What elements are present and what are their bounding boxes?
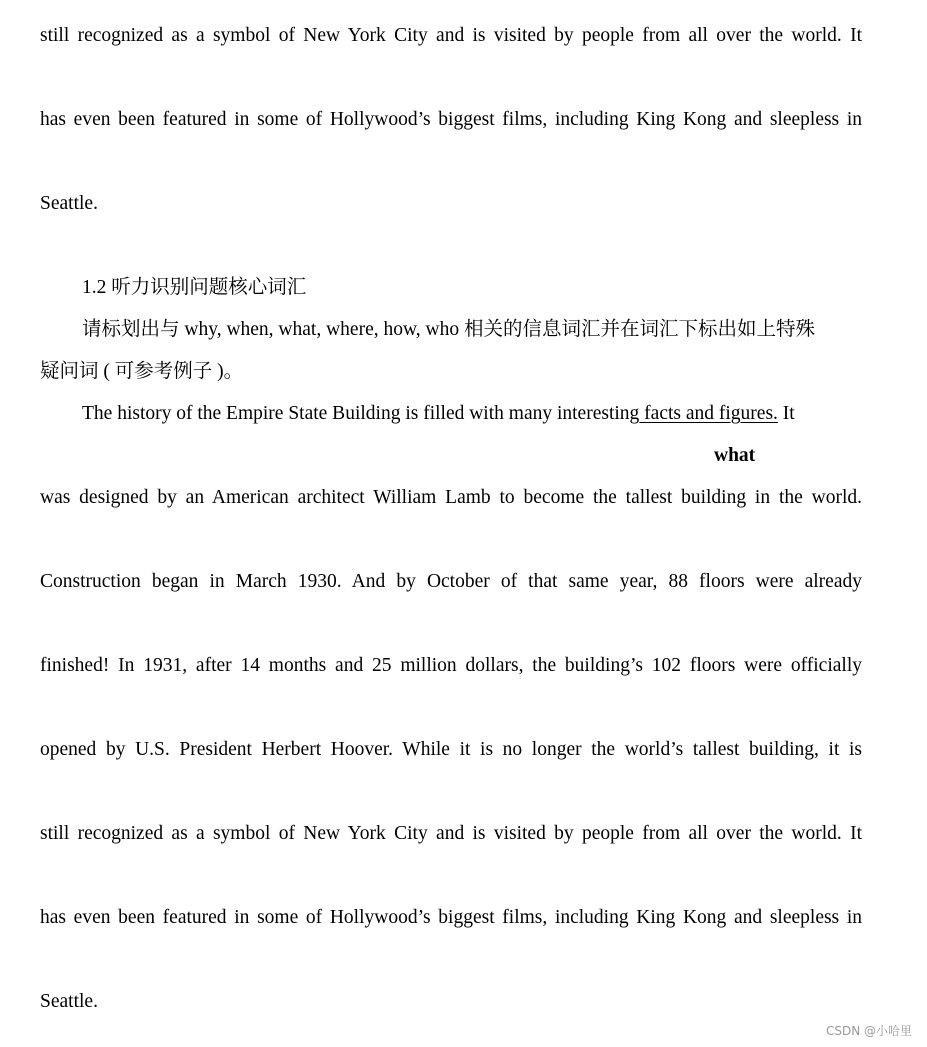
example-line-5: opened by U.S. President Herbert Hoover. While it is no longer the world’s tallest building, it is	[40, 739, 862, 760]
example-line-8: Seattle.	[40, 991, 98, 1012]
question-word-annotation: what	[714, 445, 756, 466]
example-line-1	[82, 402, 862, 426]
example-line-2: was designed by an American architect William Lamb to become the tallest building in the world.	[40, 487, 862, 508]
example-line-1-after: It	[777, 403, 795, 424]
section-heading	[82, 276, 862, 300]
underlined-key-phrase: facts and figures.	[639, 403, 778, 424]
watermark: CSDN @小哈里	[825, 1024, 912, 1038]
example-line-6: still recognized as a symbol of New York City and is visited by people from all over the world. It	[40, 823, 862, 844]
instruction-line-1: 请标划出与 why, when, what, where, how, who 相关的信息词汇并在词汇下标出如上特殊	[82, 319, 815, 340]
example-line-4: finished! In 1931, after 14 months and 25 million dollars, the building’s 102 floors were officially	[40, 655, 862, 676]
top-passage-line-3: Seattle.	[40, 193, 98, 214]
section-heading-text: 1.2 听力识别问题核心词汇	[82, 277, 307, 298]
example-line-7: has even been featured in some of Hollywood’s biggest films, including King Kong and sleepless in	[40, 907, 862, 928]
example-line-3: Construction began in March 1930. And by October of that same year, 88 floors were already	[40, 571, 862, 592]
instruction-line-2: 疑问词 ( 可参考例子 )。	[40, 361, 244, 382]
top-passage-line-1: still recognized as a symbol of New York City and is visited by people from all over the world. It	[40, 25, 862, 46]
top-passage-line-2: has even been featured in some of Hollywood’s biggest films, including King Kong and sleepless in	[40, 109, 862, 130]
example-line-1-before: The history of the Empire State Building is filled with many interesting	[82, 403, 640, 424]
